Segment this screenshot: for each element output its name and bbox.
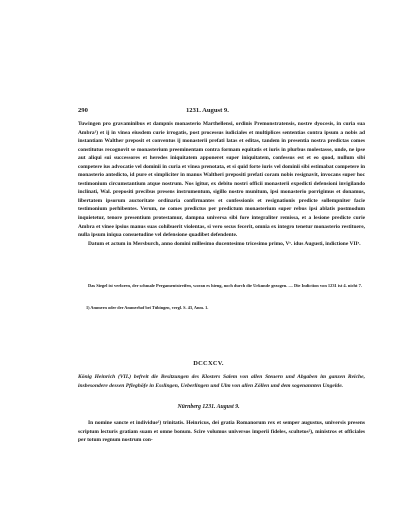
body-paragraph: Tuwingen pro gravaminibus et dampnis monasterio Marthellensi, ordinis Premonstratensis, nostre dyocesis, in curia sua Ambra¹) et ij in vinea eiusdem curie irrogatis, post processus iudiciales et multiplices sententias contra ipsum a nobis ad instantiam Walther preposit et conventus ij monasterii prefati latas et editas, tandem in presentia nostra predictas comes constitutus recognovit se monasterium preeminentam contra formam equitatis et iuris in plurbus molestasse, unde, ne ipse aut aliqui sui successores et heredes iniquitatem apponeret super iniquitatem, confessus est et eo quod, nullum sibi competere ius advocatie vel dominii in curia et vinea prenotata, et si quid forte iuris vel dominii sibi estimabat competere in monasterio antedicto, id pure et simpliciter in manus Waltheri prepositi prefati coram nobis resignavit, invocans super hoc testimonium circumstantium atque nostrum. Nos igitur, ex debito nostri officii monasterii expedicti defensioni invigilando inclinati, Wal. prepositi precibus presens instrumentum, sigillo nostro munitum, ipsi monasterio porrigimus et donamus, libertatem ipsorum auctoritate ordinaria confirmantes et confessionis et resignationis predicte sollempniter facie testimonium perhibentes. Verum, ne comes predictus per predictum monasterium super rebus ipsi ablatis postmodum inquietetur, tenore presentium protestamur, dampna universa sibi fore integraliter remissa, et a lesione predicte curie Ambra et vinee ipsius manus suas cohibuerit violentas, si vero secus fecerit, omnia ex integro tenetur monasterio restituere, nulla ipsum iniqua consuetudine vel defensione quadibet defendente. xyxy=(78,121,365,239)
seal-note xyxy=(78,282,365,289)
page-number: 290 xyxy=(78,107,88,114)
dating-clause: Datum et actum in Mersburch, anno domini millesimo ducentesimo tricesimo primo, Vᵒ. idus Augusti, indictione VIIᵃ. xyxy=(88,240,361,247)
charter-body-text xyxy=(78,120,365,248)
date-line: Nürnberg 1231. August 9. xyxy=(177,404,240,410)
document-number: DCCXCV. xyxy=(193,360,224,367)
charter-text xyxy=(78,419,365,445)
page-header xyxy=(78,107,365,117)
running-head: 1231. August 9. xyxy=(186,107,229,114)
footnote: 1) Ammern oder der Ammerhof bei Tübingen, vergl. S. 43, Anm. 1. xyxy=(86,305,209,310)
document-summary: König Heinrich (VII.) befreit die Besitzungen des Klosters Salem von allen Steuern und Abgaben im ganzen Reiche, insbesondere dessen Pfleghöfe in Esslingen, Ueberlingen und Ulm von allen Zöllen und dem sogenannten Ungelde. xyxy=(78,374,365,389)
seal-note-text: Das Siegel ist verloren, der schmale Pergamentstreifen, woran es hieng, noch durch die Urkunde gezogen. — Die Indiction von 1231 ist 4. nicht 7. xyxy=(88,283,362,288)
charter-paragraph: In nomine sancte et individue¹) trinitatis. Heinricus, dei gratia Romanorum rex et semper augustus, universis presens scriptum lecturis gratiam suam et omne bonum. Scire volumus universos imperii fideles, scultetos²), ministros et officiales per totum regnum nostrum con- xyxy=(78,420,365,444)
